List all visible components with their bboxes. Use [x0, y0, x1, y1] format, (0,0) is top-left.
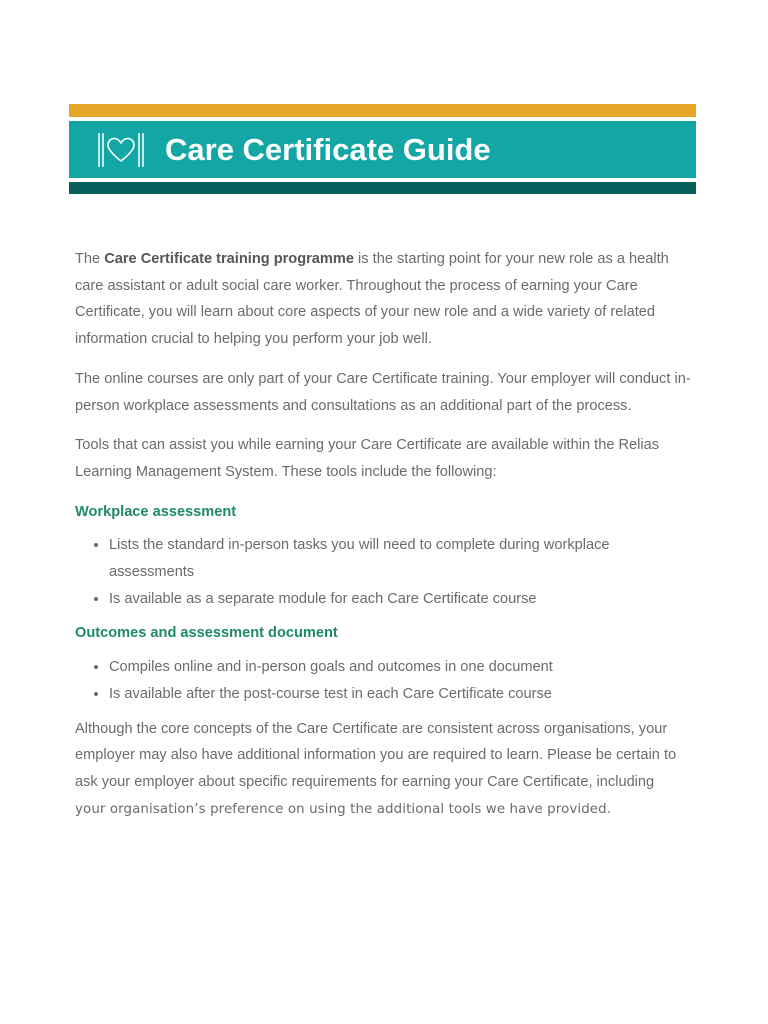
list-item: • Compiles online and in-person goals and outcomes in one document — [109, 654, 695, 681]
banner-top-stripe — [69, 104, 696, 117]
list-item: • Lists the standard in-person tasks you will need to complete during workplace assessments — [109, 532, 695, 585]
programme-name: Care Certificate training programme — [104, 251, 354, 267]
list-item: • Is available after the post-course test in each Care Certificate course — [109, 681, 695, 708]
banner-bottom-stripe — [69, 182, 696, 194]
heart-icon — [96, 130, 146, 170]
online-courses-paragraph: The online courses are only part of your Care Certificate training. Your employer will conduct in-person workplace assessments and consultations as an additional part of the process. — [75, 370, 691, 414]
list-item: • Is available as a separate module for each Care Certificate course — [109, 586, 695, 613]
tools-paragraph: Tools that can assist you while earning your Care Certificate are available within the Relias Learning Management System. These tools include the following: — [75, 437, 660, 480]
workplace-assessment-list — [75, 532, 695, 612]
outcomes-document-list — [75, 654, 695, 707]
page-title: Care Certificate Guide — [165, 132, 491, 167]
document-body — [75, 246, 695, 836]
header-banner — [69, 104, 696, 194]
section-heading-workplace-assessment: Workplace assessment — [75, 503, 237, 520]
closing-paragraph: Although the core concepts of the Care Certificate are consistent across organisations, your employer may also have additional information you are required to learn. Please be certain to ask your employer about specific requirements for earning your Care Certificate, including your organisation’s preference on using the additional tools we have provided. — [75, 720, 677, 817]
section-heading-outcomes-document: Outcomes and assessment document — [75, 625, 338, 642]
banner-main-bar — [69, 121, 696, 178]
intro-paragraph: The Care Certificate training programme is the starting point for your new role as a health care assistant or adult social care worker. Throughout the process of earning your Care Certificate, you will learn about core aspects of your new role and a wide variety of related information crucial to helping you perform your job well. — [75, 251, 669, 348]
